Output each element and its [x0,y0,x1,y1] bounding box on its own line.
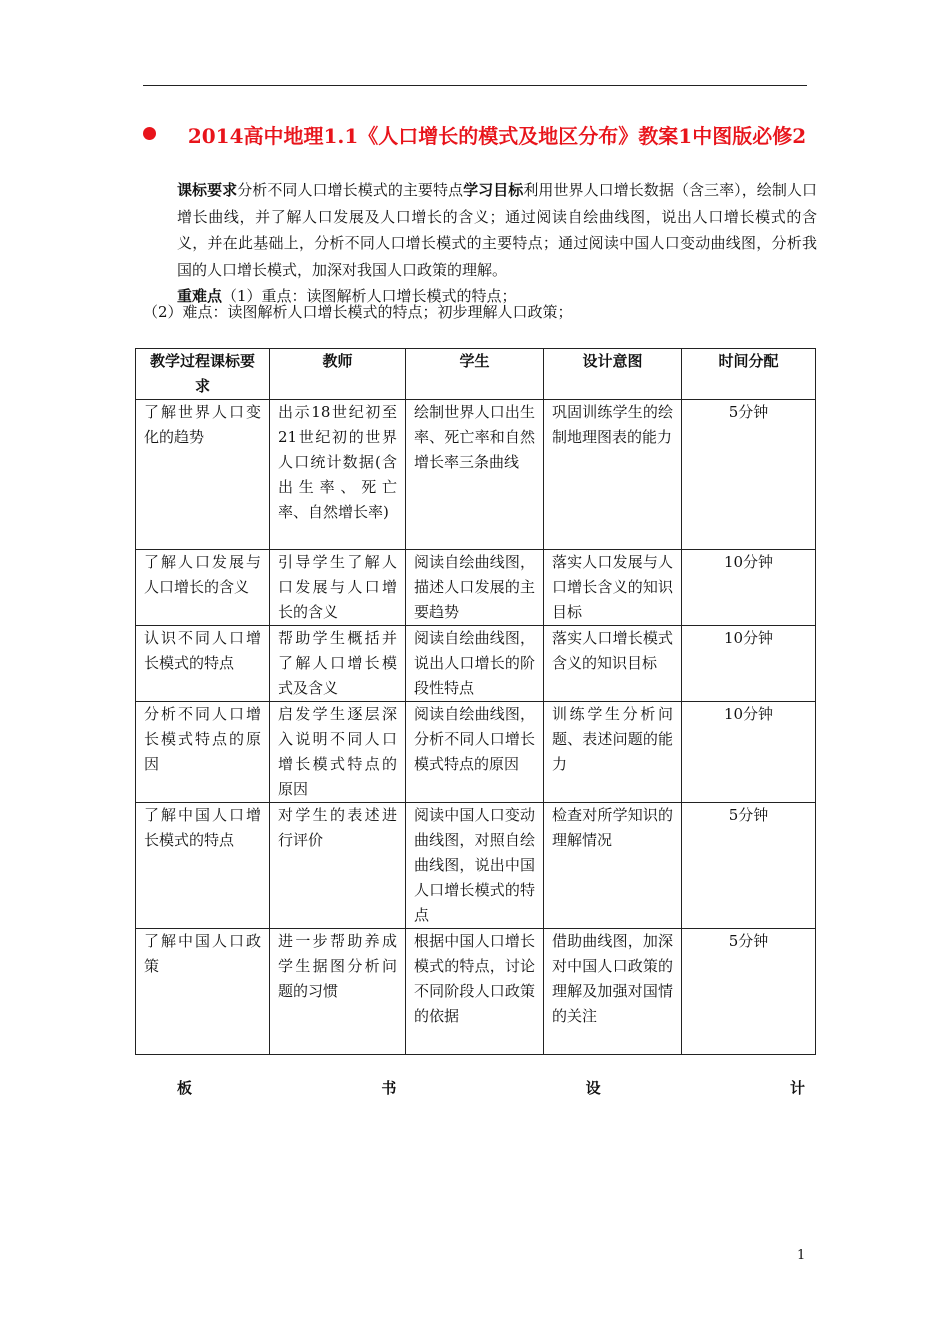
table-cell: 了解中国人口增长模式的特点 [136,803,270,929]
table-cell: 5分钟 [682,929,816,1055]
page-number: 1 [797,1248,806,1263]
header-cell: 设计意图 [544,349,682,400]
bullet-icon [143,127,156,140]
table-row [136,803,816,929]
table-cell: 分析不同人口增长模式特点的原因 [136,702,270,803]
table-cell: 5分钟 [682,400,816,550]
table-cell: 进一步帮助养成学生据图分析问题的习惯 [270,929,406,1055]
table-cell: 训练学生分析问题、表述问题的能力 [544,702,682,803]
board-char: 计 [789,1079,805,1097]
table-cell: 认识不同人口增长模式的特点 [136,626,270,702]
table-cell: 检查对所学知识的理解情况 [544,803,682,929]
header-cell: 教师 [270,349,406,400]
board-char: 设 [585,1079,601,1097]
header-cell: 教学过程课标要求 [136,349,270,400]
table-row [136,400,816,550]
table-cell: 10分钟 [682,550,816,626]
goal-label: 学习目标 [463,181,524,199]
table-cell: 帮助学生概括并了解人口增长模式及含义 [270,626,406,702]
table-cell: 了解人口发展与人口增长的含义 [136,550,270,626]
table-cell: 阅读自绘曲线图，说出人口增长的阶段性特点 [406,626,544,702]
table-cell: 对学生的表述进行评价 [270,803,406,929]
requirement-text: 分析不同人口增长模式的主要特点 [237,181,464,199]
document-title: 2014高中地理1.1《人口增长的模式及地区分布》教案1中图版必修2 [187,124,807,148]
table-cell: 阅读自绘曲线图，分析不同人口增长模式特点的原因 [406,702,544,803]
table-cell: 绘制世界人口出生率、死亡率和自然增长率三条曲线 [406,400,544,550]
table-cell: 出示18世纪初至21世纪初的世界人口统计数据(含出生率、死亡率、自然增长率) [270,400,406,550]
table-cell: 10分钟 [682,702,816,803]
table-cell: 启发学生逐层深入说明不同人口增长模式特点的原因 [270,702,406,803]
intro-paragraph [177,177,817,310]
requirement-label: 课标要求 [177,181,238,199]
header-cell: 时间分配 [682,349,816,400]
table-header-row [136,349,816,400]
table-row [136,626,816,702]
table-cell: 了解世界人口变化的趋势 [136,400,270,550]
lesson-plan-table [135,348,816,1055]
table-row [136,929,816,1055]
goal-text: 利用世界人口增长数据（含三率），绘制人口增长曲线，并了解人口发展及人口增长的含义；通过阅读自绘曲线图，说出人口增长模式的含义，并在此基础上，分析不同人口增长模式的主要特点；通过阅读中国人口变动曲线图，分析我国的人口增长模式，加深对我国人口政策的理解。 [177,181,817,279]
board-char: 板 [177,1079,193,1097]
table-cell: 10分钟 [682,626,816,702]
table-cell: 5分钟 [682,803,816,929]
table-cell: 阅读中国人口变动曲线图，对照自绘曲线图，说出中国人口增长模式的特点 [406,803,544,929]
board-char: 书 [381,1079,397,1097]
table-cell: 落实人口增长模式含义的知识目标 [544,626,682,702]
table-cell: 根据中国人口增长模式的特点，讨论不同阶段人口政策的依据 [406,929,544,1055]
board-design-heading [177,1077,805,1098]
table-cell: 了解中国人口政策 [136,929,270,1055]
difficult-points: （2）难点：读图解析人口增长模式的特点；初步理解人口政策； [143,303,573,321]
key-points-text: （1）重点：读图解析人口增长模式的特点； [222,287,517,305]
header-cell: 学生 [406,349,544,400]
table-cell: 借助曲线图，加深对中国人口政策的理解及加强对国情的关注 [544,929,682,1055]
table-cell: 阅读自绘曲线图，描述人口发展的主要趋势 [406,550,544,626]
table-cell: 巩固训练学生的绘制地理图表的能力 [544,400,682,550]
table-row [136,550,816,626]
table-cell: 引导学生了解人口发展与人口增长的含义 [270,550,406,626]
header-rule [143,85,807,86]
table-row [136,702,816,803]
key-points-label: 重难点 [177,287,223,305]
table-cell: 落实人口发展与人口增长含义的知识目标 [544,550,682,626]
